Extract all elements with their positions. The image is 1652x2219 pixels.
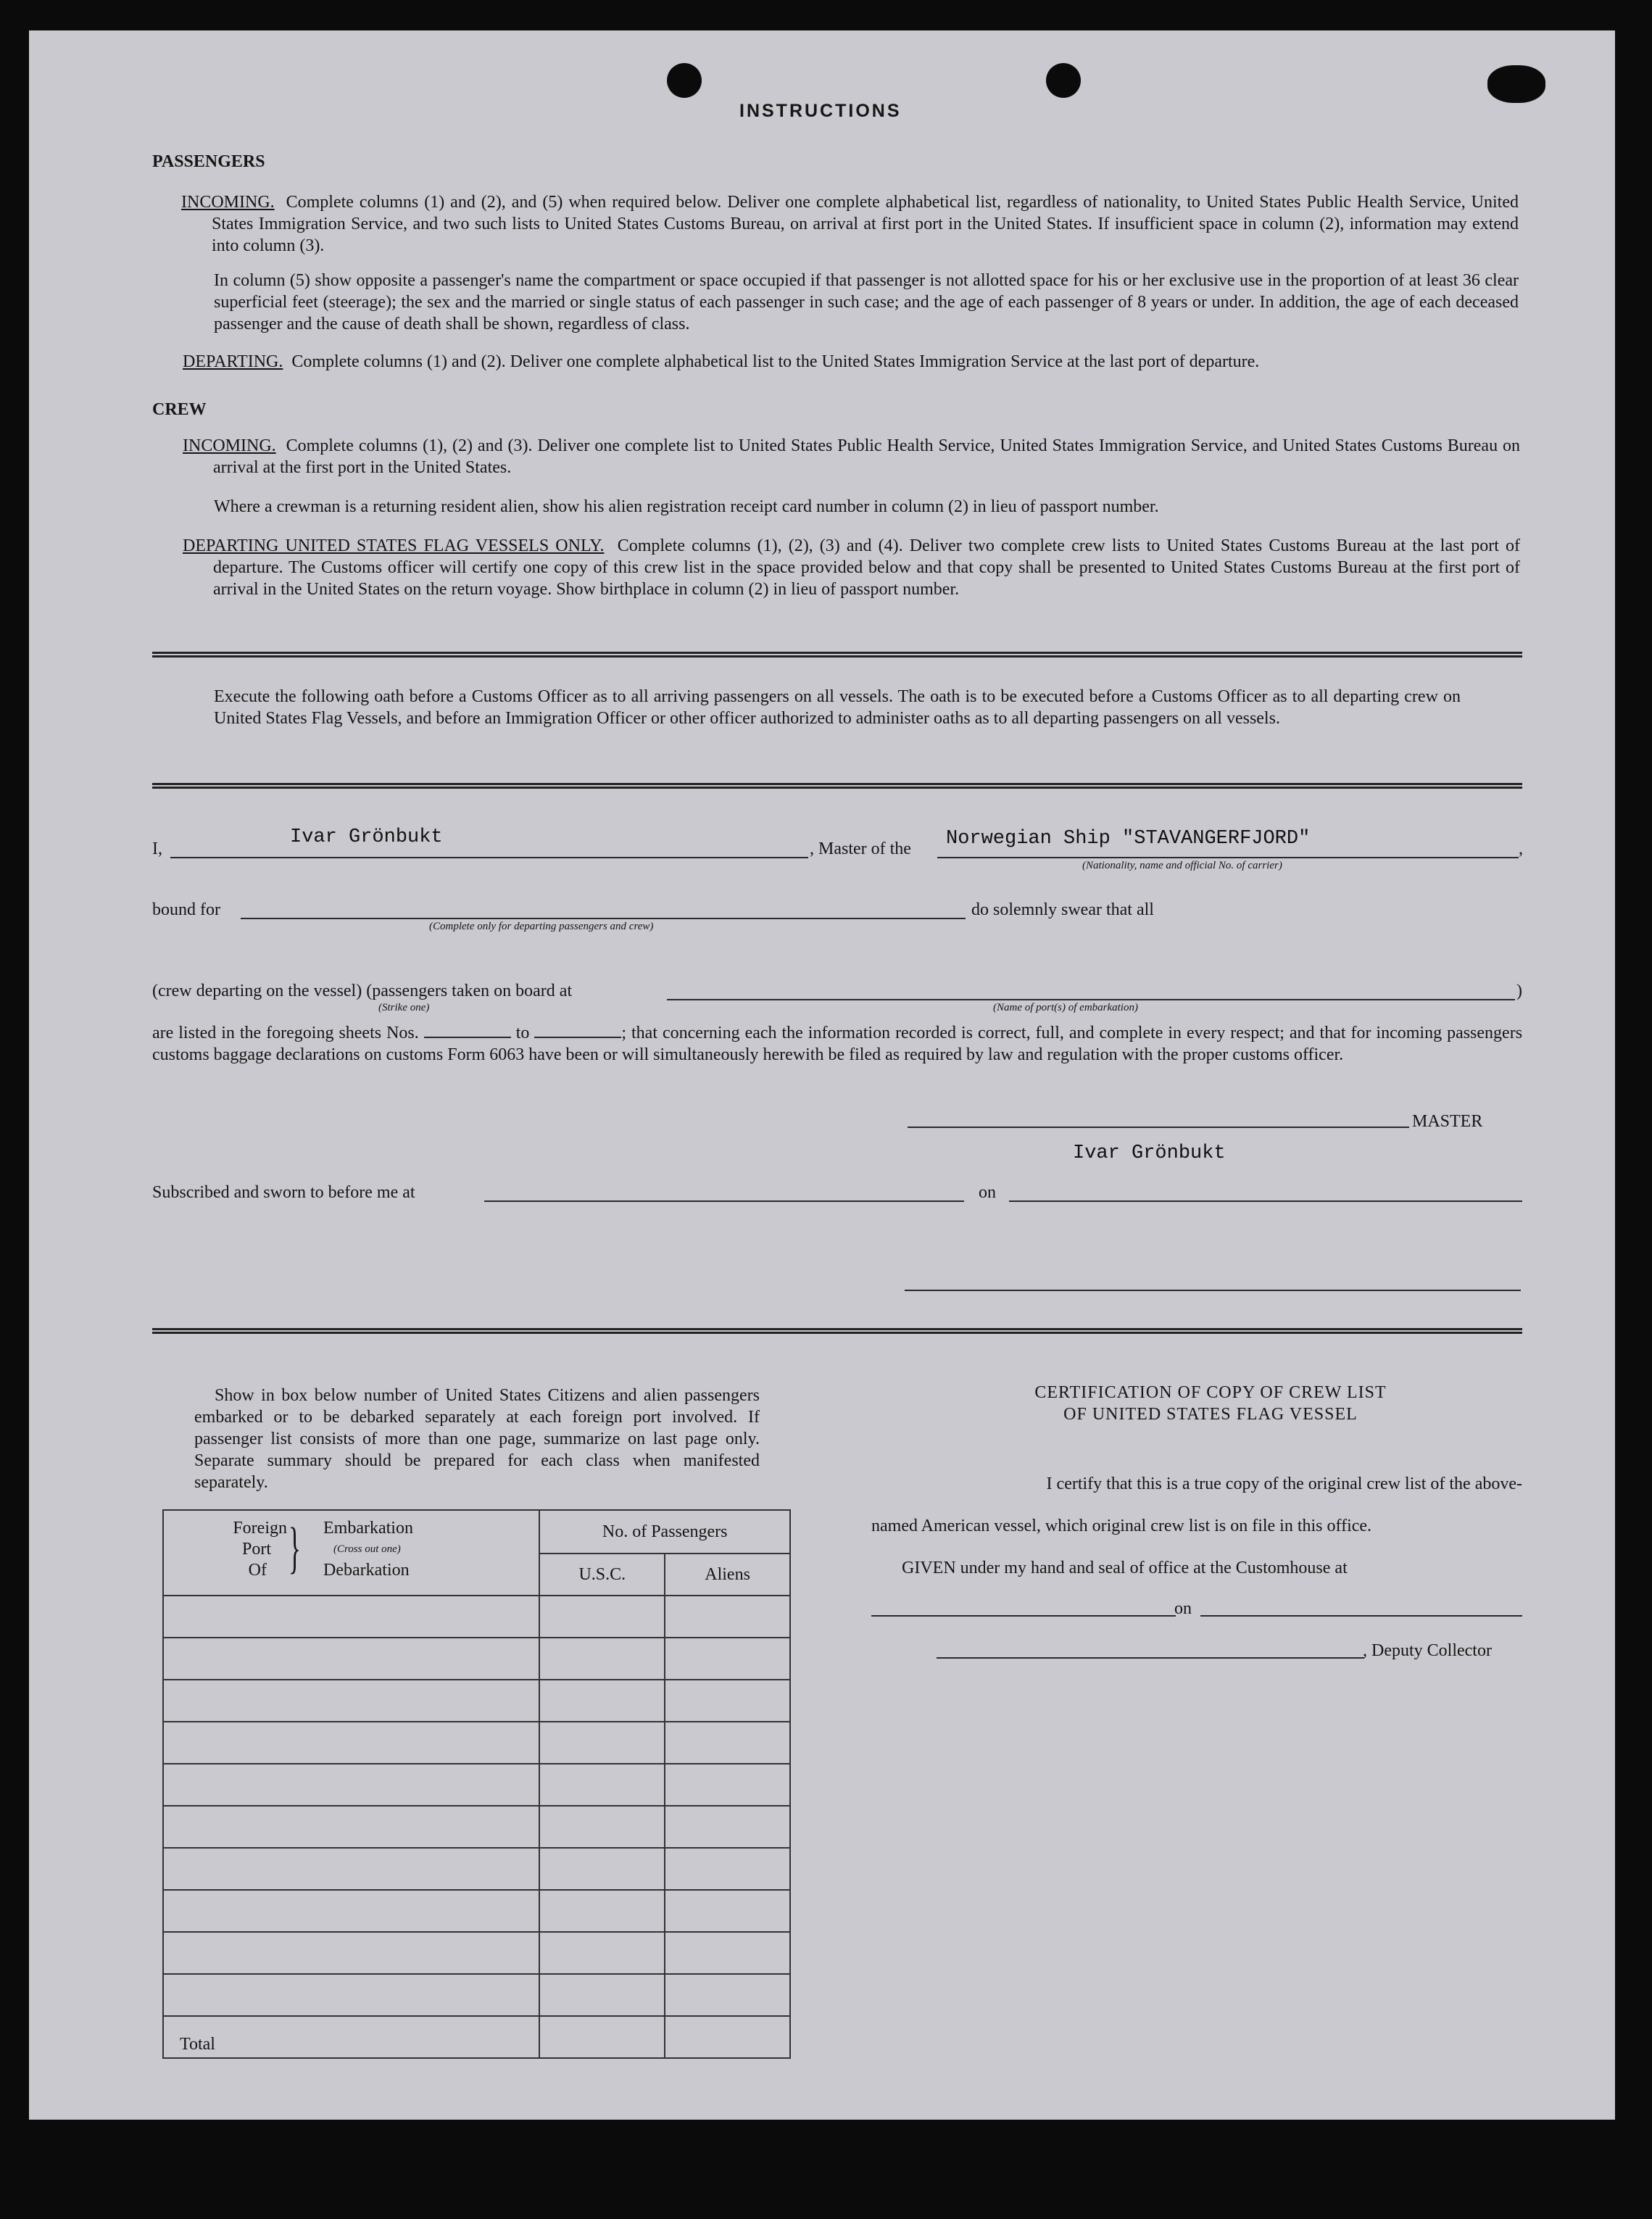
passengers-departing-text: Complete columns (1) and (2). Deliver one complete alphabetical list to the United States Immigration Service at the last port of departure. <box>291 352 1260 371</box>
crew-incoming-label: INCOMING. <box>183 436 276 455</box>
embarkation-close-paren: ) <box>1516 982 1522 1000</box>
port-cell[interactable] <box>163 1722 539 1764</box>
table-row <box>163 1680 790 1722</box>
swear-text: do solemnly swear that all <box>971 900 1154 919</box>
master-name-field[interactable] <box>170 857 808 858</box>
total-row <box>163 2016 790 2058</box>
usc-cell[interactable] <box>539 1680 665 1722</box>
subscribed-date-field[interactable] <box>1009 1200 1522 1202</box>
debarkation-label: Debarkation <box>323 1561 410 1580</box>
table-row <box>163 1974 790 2016</box>
strike-caption: (Strike one) <box>378 1002 430 1013</box>
certification-date-field[interactable] <box>1200 1615 1522 1617</box>
certification-title-1: CERTIFICATION OF COPY OF CREW LIST <box>1034 1383 1387 1402</box>
table-row <box>163 1806 790 1848</box>
aliens-cell[interactable] <box>665 1932 790 1974</box>
passengers-incoming-label: INCOMING. <box>181 193 275 212</box>
crew-heading: CREW <box>152 400 207 419</box>
oath-i-label: I, <box>152 839 162 858</box>
passengers-departing-paragraph <box>183 351 1520 373</box>
port-cell[interactable] <box>163 1974 539 2016</box>
usc-cell[interactable] <box>539 1764 665 1806</box>
subscribed-label: Subscribed and sworn to before me at <box>152 1183 415 1202</box>
listed-rest: ; that concerning each the information recorded is correct, full, and complete in every respect; and that for incoming passengers customs baggage declarations on customs Form 6063 have been or will simultaneously herewith be filed as required by law and regulation with the proper customs officer. <box>152 1024 1523 1064</box>
passengers-column5-paragraph: In column (5) show opposite a passenger's name the compartment or space occupied if that passenger is not allotted space for his or her exclusive use in the proportion of at least 36 clear superficial feet (steerage); the sex and the married or single status of each passenger in such case; and the age of each passenger of 8 years or under. In addition, the age of each deceased passenger and the cause of death shall be shown, regardless of class. <box>214 271 1519 333</box>
port-header-cell: Foreign Port Of } Embarkation (Cross out one) Debarkation <box>163 1510 539 1596</box>
passengers-incoming-text: Complete columns (1) and (2), and (5) when required below. Deliver one complete alphabetical list, regardless of nationality, to United States Public Health Service, United States Immigration Service, and two such lists to United States Customs Bureau, on arrival at first port in the United States. If insufficient space in column (2), information may extend into column (3). <box>212 193 1519 255</box>
officer-signature-field[interactable] <box>905 1290 1521 1291</box>
embarkation-label: Embarkation <box>323 1519 413 1538</box>
certify-line-1: I certify that this is a true copy of the original crew list of the above- <box>1046 1475 1522 1493</box>
subscribed-on-label: on <box>979 1183 996 1202</box>
table-row <box>163 1932 790 1974</box>
crew-incoming-text: Complete columns (1), (2) and (3). Deliver one complete list to United States Public Health Service, United States Immigration Service, and United States Customs Bureau on arrival at the first port in the United States. <box>213 436 1521 477</box>
crew-resident-paragraph: Where a crewman is a returning resident alien, show his alien registration receipt card number in column (2) in lieu of passport number. <box>214 497 1159 516</box>
total-label: Total <box>163 2016 539 2058</box>
carrier-value: Norwegian Ship "STAVANGERFJORD" <box>946 828 1311 850</box>
crew-departing-text: Complete columns (1), (2), (3) and (4). Deliver two complete crew lists to United States Customs Bureau at the last port of departure. The Customs officer will certify one copy of this crew list in the space provided below and that copy shall be presented to United States Customs Bureau at the first port of arrival in the United States on the return voyage. Show birthplace in column (2) in lieu of passport number. <box>213 536 1520 599</box>
crew-departing-label: DEPARTING UNITED STATES FLAG VESSELS ONLY. <box>183 536 605 555</box>
aliens-cell[interactable] <box>665 1806 790 1848</box>
sheet-from-field[interactable] <box>424 1024 511 1038</box>
usc-cell[interactable] <box>539 1974 665 2016</box>
carrier-caption: (Nationality, name and official No. of carrier) <box>1082 860 1282 871</box>
no-passengers-header: No. of Passengers <box>539 1510 790 1554</box>
divider-3 <box>152 1328 1522 1334</box>
of-label: Of <box>248 1561 267 1580</box>
bound-for-caption: (Complete only for departing passengers and crew) <box>429 921 654 932</box>
crew-departing-text-line: (crew departing on the vessel) (passengers taken on board at <box>152 982 573 1000</box>
carrier-field[interactable] <box>937 857 1519 858</box>
usc-cell[interactable] <box>539 1806 665 1848</box>
table-row <box>163 1596 790 1638</box>
port-cell[interactable] <box>163 1848 539 1890</box>
bound-for-field[interactable] <box>241 918 966 919</box>
embarkation-ports-field[interactable] <box>667 999 1515 1000</box>
port-cell[interactable] <box>163 1764 539 1806</box>
listed-paragraph <box>152 1022 1522 1066</box>
passengers-departing-label: DEPARTING. <box>183 352 283 371</box>
embarkation-caption: (Name of port(s) of embarkation) <box>993 1002 1138 1013</box>
cross-out-caption: (Cross out one) <box>333 1543 401 1555</box>
passengers-heading: PASSENGERS <box>152 152 265 171</box>
master-signature-field[interactable] <box>908 1127 1409 1128</box>
listed-prefix: are listed in the foregoing sheets Nos. <box>152 1024 419 1042</box>
listed-to-label: to <box>515 1024 530 1042</box>
master-label: MASTER <box>1412 1112 1483 1131</box>
usc-cell[interactable] <box>539 1890 665 1932</box>
deputy-collector-field[interactable] <box>937 1657 1364 1659</box>
port-cell[interactable] <box>163 1890 539 1932</box>
divider-2 <box>152 783 1522 789</box>
sheet-to-field[interactable] <box>534 1024 621 1038</box>
total-aliens-cell[interactable] <box>665 2016 790 2058</box>
deputy-collector-label: , Deputy Collector <box>1363 1641 1492 1660</box>
port-cell[interactable] <box>163 1596 539 1638</box>
crew-incoming-paragraph <box>183 435 1520 478</box>
aliens-cell[interactable] <box>665 1974 790 2016</box>
usc-cell[interactable] <box>539 1848 665 1890</box>
port-cell[interactable] <box>163 1680 539 1722</box>
edge-damage <box>1487 65 1545 103</box>
table-row <box>163 1722 790 1764</box>
carrier-trailing-comma: , <box>1519 839 1523 858</box>
ports-table <box>162 1509 791 2059</box>
table-row <box>163 1764 790 1806</box>
aliens-header: Aliens <box>665 1554 790 1596</box>
passengers-incoming-paragraph <box>181 191 1519 257</box>
aliens-cell[interactable] <box>665 1680 790 1722</box>
aliens-cell[interactable] <box>665 1596 790 1638</box>
aliens-cell[interactable] <box>665 1764 790 1806</box>
master-signature-value: Ivar Grönbukt <box>1073 1142 1226 1164</box>
usc-cell[interactable] <box>539 1932 665 1974</box>
table-row <box>163 1848 790 1890</box>
customhouse-field[interactable] <box>871 1615 1176 1617</box>
divider-1 <box>152 652 1522 658</box>
master-name-value: Ivar Grönbukt <box>290 826 443 848</box>
port-label: Port <box>241 1540 271 1559</box>
port-cell[interactable] <box>163 1806 539 1848</box>
page-title: INSTRUCTIONS <box>739 101 902 121</box>
punch-hole-right <box>1046 63 1081 98</box>
table-row <box>163 1890 790 1932</box>
total-usc-cell[interactable] <box>539 2016 665 2058</box>
usc-cell[interactable] <box>539 1722 665 1764</box>
usc-cell[interactable] <box>539 1596 665 1638</box>
usc-header: U.S.C. <box>539 1554 665 1596</box>
certification-title-2: OF UNITED STATES FLAG VESSEL <box>1063 1405 1358 1424</box>
aliens-cell[interactable] <box>665 1890 790 1932</box>
given-line: GIVEN under my hand and seal of office at the Customhouse at <box>902 1559 1348 1577</box>
foreign-label: Foreign <box>233 1519 287 1538</box>
punch-hole-left <box>667 63 702 98</box>
certify-line-2: named American vessel, which original crew list is on file in this office. <box>871 1517 1372 1535</box>
master-of-label: , Master of the <box>810 839 911 858</box>
table-row <box>163 1638 790 1680</box>
subscribed-place-field[interactable] <box>484 1200 964 1202</box>
certification-on-label: on <box>1174 1599 1192 1618</box>
port-cell[interactable] <box>163 1932 539 1974</box>
aliens-cell[interactable] <box>665 1848 790 1890</box>
oath-instruction-paragraph: Execute the following oath before a Customs Officer as to all arriving passengers on all vessels. The oath is to be executed before a Customs Officer as to all departing crew on United States Flag Vessels, and before an Immigration Officer or other officer authorized to administer oaths as to all departing passengers on all vessels. <box>214 687 1461 728</box>
aliens-cell[interactable] <box>665 1722 790 1764</box>
aliens-cell[interactable] <box>665 1638 790 1680</box>
bound-for-label: bound for <box>152 900 220 919</box>
crew-departing-paragraph <box>183 535 1520 600</box>
usc-cell[interactable] <box>539 1638 665 1680</box>
port-cell[interactable] <box>163 1638 539 1680</box>
form-page <box>29 30 1615 2120</box>
summary-instruction: Show in box below number of United States Citizens and alien passengers embarked or to be debarked separately at each foreign port involved. If passenger list consists of more than one page, summarize on last page only. Separate summary should be prepared for each class when manifested separately. <box>194 1386 760 1492</box>
